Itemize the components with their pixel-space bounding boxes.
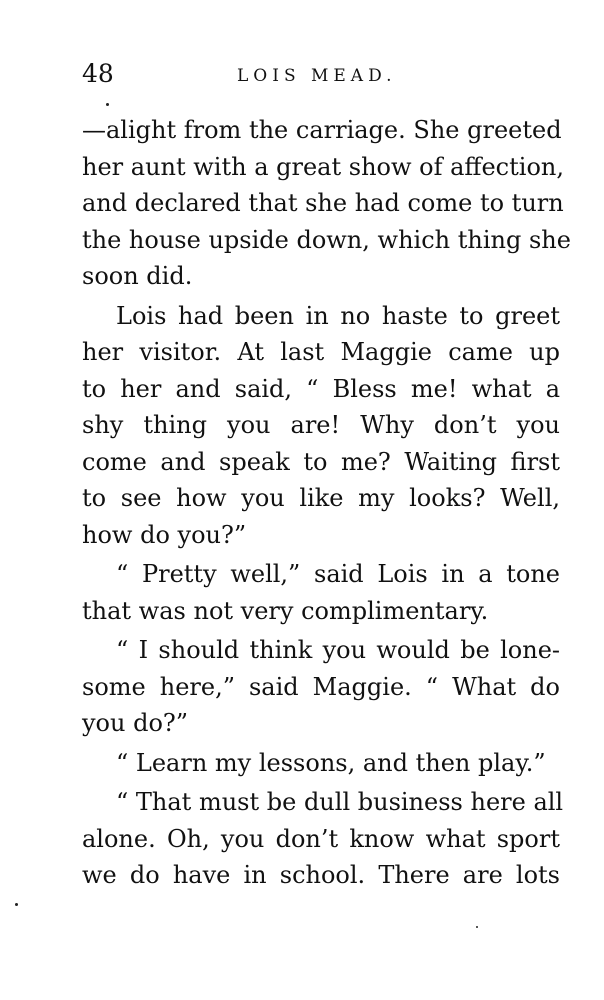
- page-header: [82, 56, 562, 92]
- print-speck: [476, 926, 478, 928]
- text-line: “ Learn my lessons, and then play.”: [116, 748, 546, 777]
- paragraph: [82, 556, 560, 629]
- paragraph: [82, 632, 560, 742]
- text-line: Lois had been in no haste to greet: [116, 301, 560, 330]
- paragraph: [82, 298, 560, 554]
- text-line: how do you?”: [82, 520, 247, 549]
- text-line: the house upside down, which thing she: [82, 225, 571, 254]
- paragraph: [82, 112, 571, 295]
- paragraph: [82, 784, 564, 894]
- print-speck: [15, 903, 18, 906]
- text-line: “ That must be dull business here all: [116, 788, 564, 816]
- page-number: 48: [82, 59, 114, 88]
- text-line: we do have in school. There are lots: [82, 861, 560, 889]
- text-line: “ Pretty well,” said Lois in a tone: [116, 560, 560, 588]
- text-line: to her and said, “ Bless me! what a: [82, 374, 560, 403]
- text-line: alone. Oh, you don’t know what sport: [82, 824, 560, 853]
- text-line: “ I should think you would be lone-: [116, 636, 560, 664]
- text-line: that was not very complimentary.: [82, 596, 489, 625]
- text-line: some here,” said Maggie. “ What do: [82, 672, 560, 701]
- running-head: LOIS MEAD.: [237, 66, 397, 86]
- text-line: and declared that she had come to turn: [82, 189, 564, 217]
- text-line: you do?”: [82, 709, 189, 737]
- print-speck: [106, 103, 109, 106]
- text-line: come and speak to me? Waiting first: [82, 447, 560, 476]
- text-line: soon did.: [82, 262, 193, 290]
- text-line: her aunt with a great show of affection,: [82, 152, 564, 181]
- text-line: to see how you like my looks? Well,: [82, 484, 560, 512]
- body-text: [82, 112, 571, 897]
- text-line: shy thing you are! Why don’t you: [82, 411, 560, 439]
- paragraph: [82, 745, 560, 782]
- text-line: her visitor. At last Maggie came up: [82, 338, 560, 366]
- text-line: —alight from the carriage. She greeted: [82, 116, 562, 144]
